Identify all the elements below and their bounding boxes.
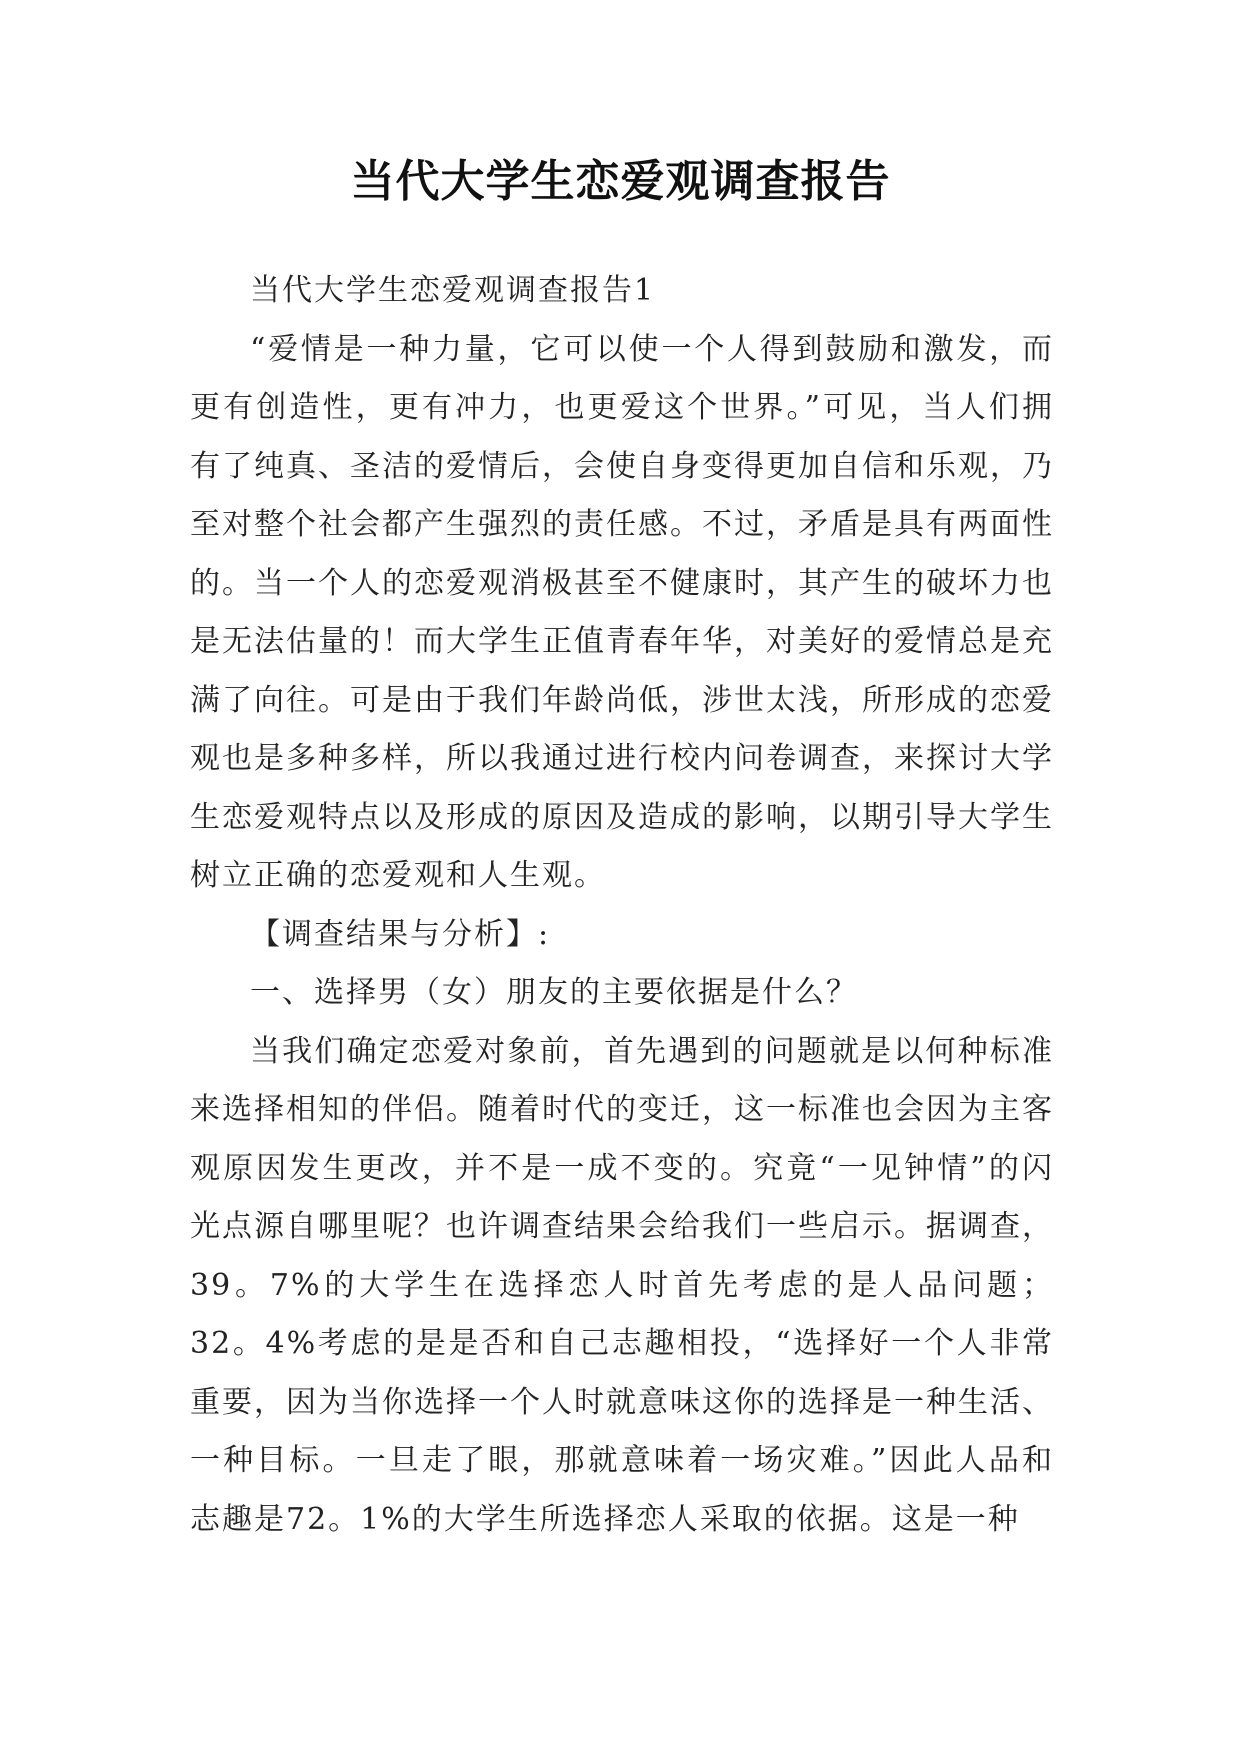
- document-title: 当代大学生恋爱观调查报告: [350, 156, 891, 207]
- document-body: [190, 262, 1054, 1549]
- analysis-paragraph: 当我们确定恋爱对象前，首先遇到的问题就是以何种标准来选择相知的伴侣。随着时代的变迁，这一标准也会因为主客观原因发生更改，并不是一成不变的。究竟“一见钟情”的闪光点源自哪里呢？也许调查结果会给我们一些启示。据调查，39。7%的大学生在选择恋人时首先考虑的是人品问题；32。4%考虑的是是否和自己志趣相投，“选择好一个人非常重要，因为当你选择一个人时就意味这你的选择是一种生活、一种目标。一旦走了眼，那就意味着一场灾难。”因此人品和志趣是72。1%的大学生所选择恋人采取的依据。这是一种: [190, 1033, 1054, 1537]
- section-heading: 【调查结果与分析】:: [250, 916, 551, 952]
- question-heading: 一、选择男（女）朋友的主要依据是什么？: [250, 975, 858, 1010]
- intro-paragraph: “爱情是一种力量，它可以使一个人得到鼓励和激发，而更有创造性，更有冲力，也更爱这个世界。”可见，当人们拥有了纯真、圣洁的爱情后，会使自身变得更加自信和乐观，乃至对整个社会都产生强烈的责任感。不过，矛盾是具有两面性的。当一个人的恋爱观消极甚至不健康时，其产生的破坏力也是无法估量的！而大学生正值青春年华，对美好的爱情总是充满了向往。可是由于我们年龄尚低，涉世太浅，所形成的恋爱观也是多种多样，所以我通过进行校内问卷调查，来探讨大学生恋爱观特点以及形成的原因及造成的影响，以期引导大学生树立正确的恋爱观和人生观。: [190, 331, 1054, 893]
- subtitle-paragraph: 当代大学生恋爱观调查报告1: [250, 273, 656, 308]
